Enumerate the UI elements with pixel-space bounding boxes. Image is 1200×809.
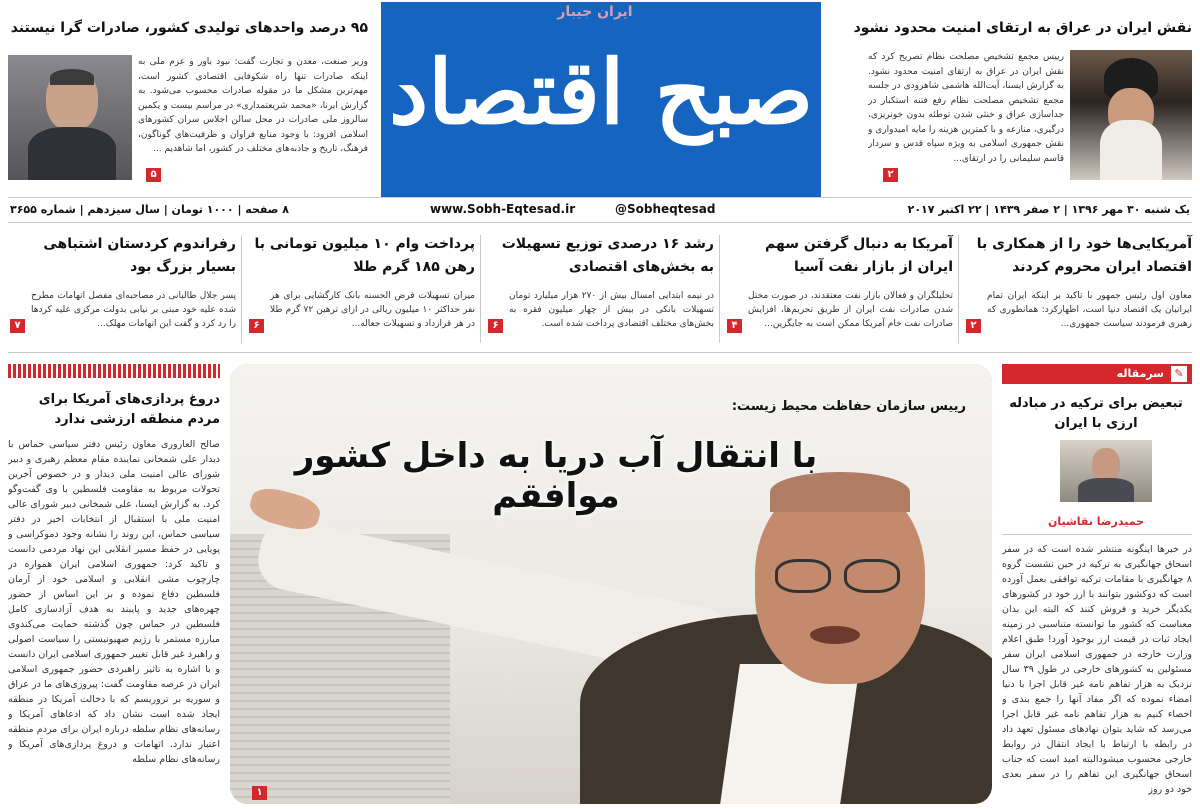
left-column-top-bar <box>8 364 220 378</box>
mid-story-page-badge: ۶ <box>488 319 503 333</box>
mid-story-headline[interactable]: رفراندوم کردستان اشتباهی بسیار بزرگ بود <box>43 236 236 275</box>
page-badge-lead: ۱ <box>252 786 267 800</box>
mid-row-bottom-rule <box>8 352 1192 353</box>
mid-story-page-badge: ۲ <box>966 319 981 333</box>
lead-photo[interactable] <box>230 364 992 804</box>
date-bar-bottom-rule <box>8 222 1192 223</box>
editorial-section-bar <box>1002 364 1192 384</box>
mid-story-headline[interactable]: آمریکایی‌ها خود را از همکاری با اقتصاد ایران محروم کردند <box>976 236 1192 275</box>
mid-story-headline[interactable]: رشد ۱۶ درصدی توزیع تسهیلات به بخش‌های اقتصادی <box>501 236 714 275</box>
top-left-photo <box>8 55 132 180</box>
mid-story-headline[interactable]: پرداخت وام ۱۰ میلیون تومانی با رهن ۱۸۵ گرم طلا <box>254 236 475 275</box>
top-right-body: رییس مجمع تشخیص مصلحت نظام تصریح کرد که نقش ایران در عراق به ارتقای امنیت محدود نشود. به گزارش ایسنا، آیت‌الله هاشمی شاهرودی در جلسه مجمع تشخیص مصلحت نظام رفع فتنه استکبار در جداسازی عراق و خنثی شدن توطئه بدون خونریزی، درگیری، منازعه و با کمترین هزینه را مایه امیدواری و نقش جمهوری اسلامی به ویژه سپاه قدس و سردار قاسم سلیمانی را در ارتقای... <box>868 52 1064 164</box>
lead-kicker: رییس سازمان حفاظت محیط زیست: <box>731 399 966 414</box>
mid-story-body: پسر جلال طالبانی در مصاحبه‌ای مفصل اتهامات مطرح شده علیه خود مبنی بر نیابی بدولت مرکزی علیه کردها را رد کرد و گفت این اتهامات مهلک... <box>31 291 236 329</box>
mid-column-divider <box>480 235 481 343</box>
editorial-body: در خبرها اینگونه منتشر شده است که در سفر اسحاق جهانگیری به ترکیه در حین نشست گروه ۸ جهانگیری با مقامات ترکیه توافقی بعمل آورده است که دوکشور بتوانند با ارز خود در کشورهای یکدیگر خرید و فروش کنند که البته این بدان معناست که کشور ما توانسته متناسبی در زمینه ایجاد ثبات در قیمت ارز بوجود آورد! طبق اعلام وزارت خارجه در جمهوری اسلامی ایران سفر مسئولین به کشورهای خارجی در طول ۳۹ سال نزدیک به هزار تفاهم نامه غیر قابل اجرا با دنیا امضاء نموده که اگر مفاد آنها را جمع بندی و احصاء کنیم به هزار تفاهم نامه غیر قابل اجرا می‌رسد که شاید بتوان نهادهای مسئول تعهد داد در رابطه با ارتباط با ایجاد انتقال در روابط خارجی محسوب میشودالبته امید است که جناب اسحاق جهانگیری این تفاهم را در سفر بعدی خود دو روز <box>1002 544 1192 795</box>
editorial-section-label: سرمقاله <box>1116 367 1164 380</box>
top-left-headline[interactable]: ۹۵ درصد واحدهای تولیدی کشور، صادرات گرا نیستند <box>10 20 368 36</box>
editorial-author: حمیدرضا نقاشیان <box>1047 515 1145 528</box>
mid-story-body: تحلیلگران و فعالان بازار نفت معتقدند، در صورت مختل شدن صادرات نفت ایران از طریق تحریم‌ها، افزایش صادرات نفت خام آمریکا ممکن است به جایگزین... <box>748 291 953 329</box>
top-right-headline[interactable]: نقش ایران در عراق به ارتقای امنیت محدود نشود <box>853 20 1192 36</box>
page-badge-top-right: ۲ <box>883 168 898 182</box>
top-left-body: وزیر صنعت، معدن و تجارت گفت: نبود باور و عزم ملی به اینکه صادرات تنها راه شکوفایی اقتصادی کشور است، مهم‌ترین مشکل ما در مقوله صادرات محسوب می‌شود. به گزارش ایرنا، «محمد شریعتمداری» در مراسم بیست و یکمین سالروز ملی صادرات در محل سالن اجلاس سران کشورهای اسلامی افزود: با وجود منابع فراوان و ظرفیت‌های گوناگون، فرهنگ، تاریخ و جاذبه‌های مختلف در کشور، اما شاهدیم ... <box>138 57 368 154</box>
left-column-body: صالح العاروری معاون رئیس دفتر سیاسی حماس با دیدار علی شمخانی نماینده مقام معظم رهبری و دبیر شورای عالی امنیت ملی دیدار و در خصوص آخرین تحولات مربوط به مقاومت فلسطین با وی گفت‌وگو کرد. به گزارش ایسنا، علی شمخانی دبیر شورای عالی امنیت ملی با استقبال از انتخابات اخیر در دفتر سیاسی حماس، این روند را نشانه وجود دموکراسی و پویایی در حفظ مسیر انقلابی این نهاد مردمی دانست و تاکید کرد: جمهوری اسلامی ایران همواره در چارچوب مشی انقلابی و اسلامی خود از آرمان فلسطین دفاع نموده و بر این اساس از حضور چهره‌های جدید و پایبند به هدف آزادسازی کامل فلسطین در حماس چون گذشته حمایت می‌کندوی مبارزه مستمر با رژیم صهیونیستی را سیاست اصولی و راهبرد غیر قابل تغییر جمهوری اسلامی ایران دانست و با اشاره به تاثیر راهبردی حضور جمهوری اسلامی ایران در عرصه مقاومت گفت: پیروزی‌های ما در عراق و سوریه بر تروریسم که با دخالت آمریکا در منطقه ایجاد شده است نشان داد که ادعاهای آمریکا و رسانه‌های نظام سلطه درباره ایران برای مردم منطقه اعتبار ندارد. اتهامات و دروغ پردازی‌های آمریکا و رسانه‌های نظام سلطه <box>8 439 220 765</box>
mid-story-body: معاون اول رئیس جمهور با تاکید بر اینکه ایران تمام ایرانیان یک اقتصاد دنیا است، اظهارکرد: همانطوری که رهبری فرمودند سیاست جمهوری... <box>987 291 1192 329</box>
date-bar-top-rule <box>8 197 1192 198</box>
mid-story-body: در نیمه ابتدایی امسال بیش از ۲۷۰ هزار میلیارد تومان تسهیلات بانکی در بیش از چهار میلیون فقره به بخش‌های مختلف اقتصادی پرداخت شده است. <box>509 291 714 329</box>
website-link[interactable]: www.Sobh-Eqtesad.ir <box>430 202 576 216</box>
date-line: یک شنبه ۳۰ مهر ۱۳۹۶ | ۲ صفر ۱۴۳۹ | ۲۲ اکتبر ۲۰۱۷ <box>907 203 1190 216</box>
logo-text: صبح اقتصاد <box>388 40 814 144</box>
page-badge-top-left: ۵ <box>146 168 161 182</box>
top-right-photo <box>1070 50 1192 180</box>
social-handle[interactable]: @Sobheqtesad <box>615 202 716 216</box>
mid-column-divider <box>958 235 959 343</box>
editorial-author-rule <box>1002 534 1192 535</box>
lead-headline[interactable]: با انتقال آب دریا به داخل کشور موافقم <box>294 436 818 516</box>
mid-story-page-badge: ۴ <box>727 319 742 333</box>
mid-story-headline[interactable]: آمریکا به دنبال گرفتن سهم ایران از بازار نفت آسیا <box>765 236 953 275</box>
masthead-logo <box>381 2 821 197</box>
editorial-author-photo <box>1060 440 1152 502</box>
mid-story-page-badge: ۶ <box>249 319 264 333</box>
mid-column-divider <box>719 235 720 343</box>
mid-story-body: میزان تسهیلات قرض الحسنه بانک کارگشایی برای هر نفر حداکثر ۱۰ میلیون ریالی در ازای ترهین ۷۲ گرم طلا در هر قرارداد و تسهیلات جعاله... <box>270 291 475 329</box>
pen-icon: ✎ <box>1171 366 1187 382</box>
watermark: ایران جیبار <box>557 4 633 20</box>
mid-column-divider <box>241 235 242 343</box>
left-column-headline[interactable]: دروغ پردازی‌های آمریکا برای مردم منطقه ارزشی ندارد <box>38 392 220 427</box>
info-line: ۸ صفحه | ۱۰۰۰ تومان | سال سیزدهم | شماره ۳۶۵۵ <box>10 203 289 216</box>
editorial-headline[interactable]: تبعیض برای ترکیه در مبادله ارزی با ایران <box>1009 396 1183 431</box>
mid-story-page-badge: ۷ <box>10 319 25 333</box>
